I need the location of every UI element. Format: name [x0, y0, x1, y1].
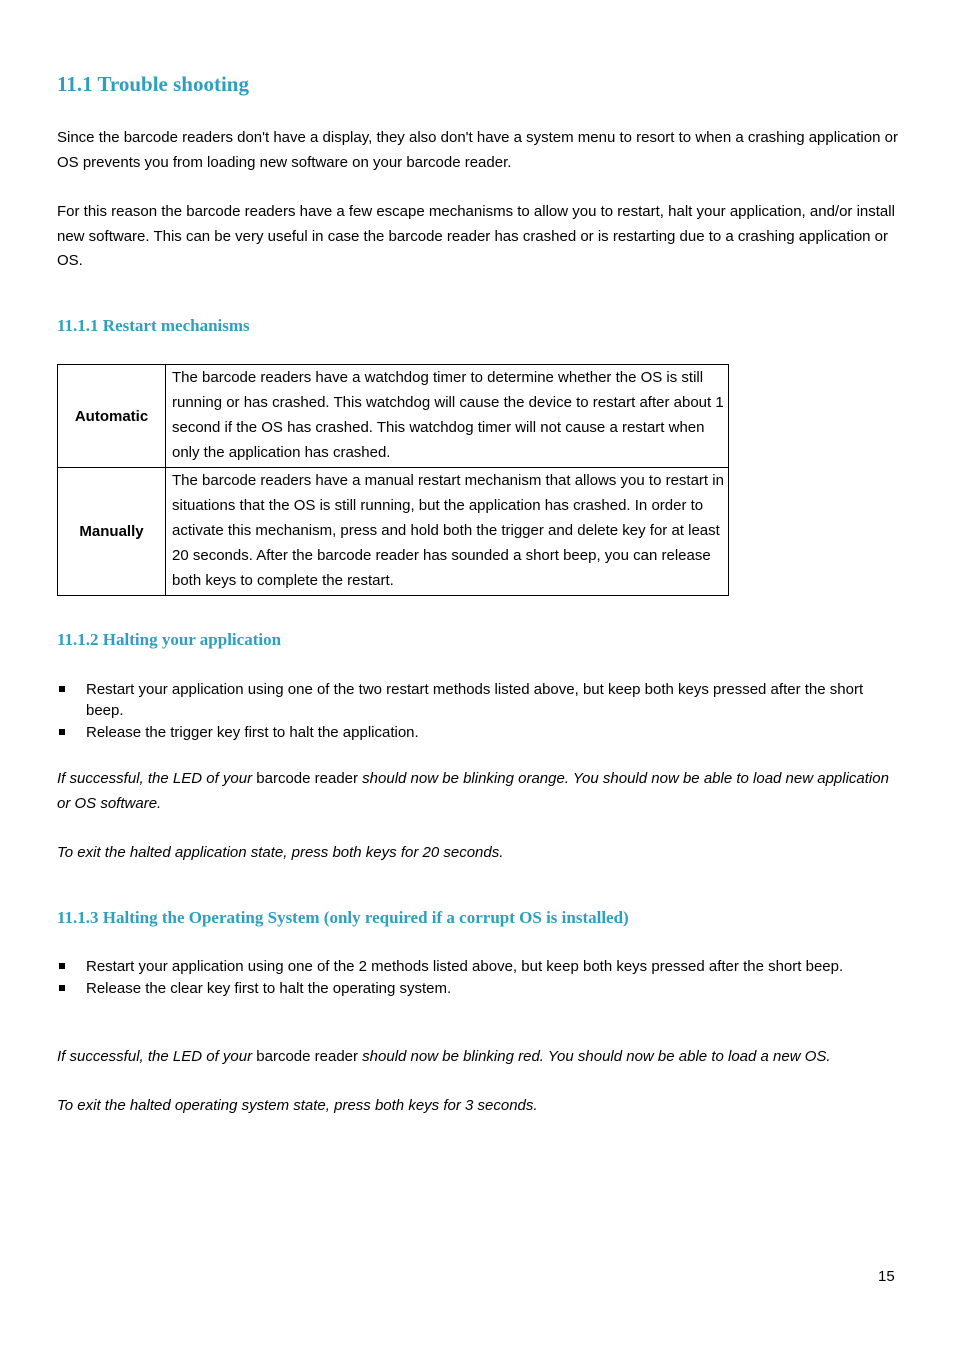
list-item-text: Restart your application using one of the 2 methods listed above, but keep both keys pressed after the short beep.: [86, 958, 844, 975]
list-item: [57, 956, 902, 977]
result-text: If successful, the LED of your: [57, 1048, 257, 1065]
halting-os-heading: 11.1.3 Halting the Operating System (only required if a corrupt OS is installed): [57, 908, 629, 927]
bullet-square-icon: [59, 686, 65, 692]
bullet-square-icon: [59, 985, 65, 991]
halting-os-result: [57, 1045, 902, 1070]
result-text: should now be blinking orange. You should now be able to load new application or OS software.: [57, 770, 889, 812]
page-number: 15: [878, 1268, 895, 1285]
list-item-text: Restart your application using one of the two restart methods listed above, but keep both keys pressed after the short beep.: [86, 681, 864, 719]
halting-application-exit: To exit the halted application state, press both keys for 20 seconds.: [57, 844, 504, 861]
intro-paragraph-2: For this reason the barcode readers have a few escape mechanisms to allow you to restart, halt your application, and/or install new software. This can be very useful in case the barcode reader has crashed or is restarting due to a crashing application or OS.: [57, 203, 895, 269]
halting-application-heading: 11.1.2 Halting your application: [57, 630, 282, 649]
result-text-upright: barcode reader: [256, 1048, 358, 1065]
restart-mechanisms-table: [57, 364, 729, 596]
halting-application-result: [57, 767, 902, 816]
halting-os-exit: To exit the halted operating system state, press both keys for 3 seconds.: [57, 1097, 538, 1114]
list-item: [57, 722, 902, 743]
row-label-automatic: Automatic: [58, 365, 166, 468]
result-text: should now be blinking red. You should now be able to load a new OS.: [358, 1048, 831, 1065]
bullet-square-icon: [59, 729, 65, 735]
halting-os-steps: [57, 956, 902, 1000]
intro-paragraph-1: Since the barcode readers don't have a display, they also don't have a system menu to resort to when a crashing application or OS prevents you from loading new software on your barcode reader.: [57, 129, 898, 171]
result-text-upright: barcode reader: [256, 770, 358, 787]
result-text: If successful, the LED of your: [57, 770, 257, 787]
table-row: [58, 468, 729, 596]
list-item: [57, 978, 902, 999]
bullet-square-icon: [59, 963, 65, 969]
halting-application-steps: [57, 679, 902, 744]
table-row: [58, 365, 729, 468]
section-title: 11.1 Trouble shooting: [57, 72, 249, 96]
restart-mechanisms-heading: 11.1.1 Restart mechanisms: [57, 316, 250, 335]
list-item: [57, 679, 902, 721]
list-item-text: Release the trigger key first to halt the application.: [86, 724, 419, 741]
list-item-text: Release the clear key first to halt the operating system.: [86, 980, 452, 997]
row-text-manually: The barcode readers have a manual restart mechanism that allows you to restart in situations that the OS is still running, but the application has crashed. In order to activate this mechanism, press and hold both the trigger and delete key for at least 20 seconds. After the barcode reader has sounded a short beep, you can release both keys to complete the restart.: [166, 468, 729, 596]
row-label-manually: Manually: [58, 468, 166, 596]
row-text-automatic: The barcode readers have a watchdog timer to determine whether the OS is still running or has crashed. This watchdog will cause the device to restart after about 1 second if the OS has crashed. This watchdog timer will not cause a restart when only the application has crashed.: [166, 365, 729, 468]
